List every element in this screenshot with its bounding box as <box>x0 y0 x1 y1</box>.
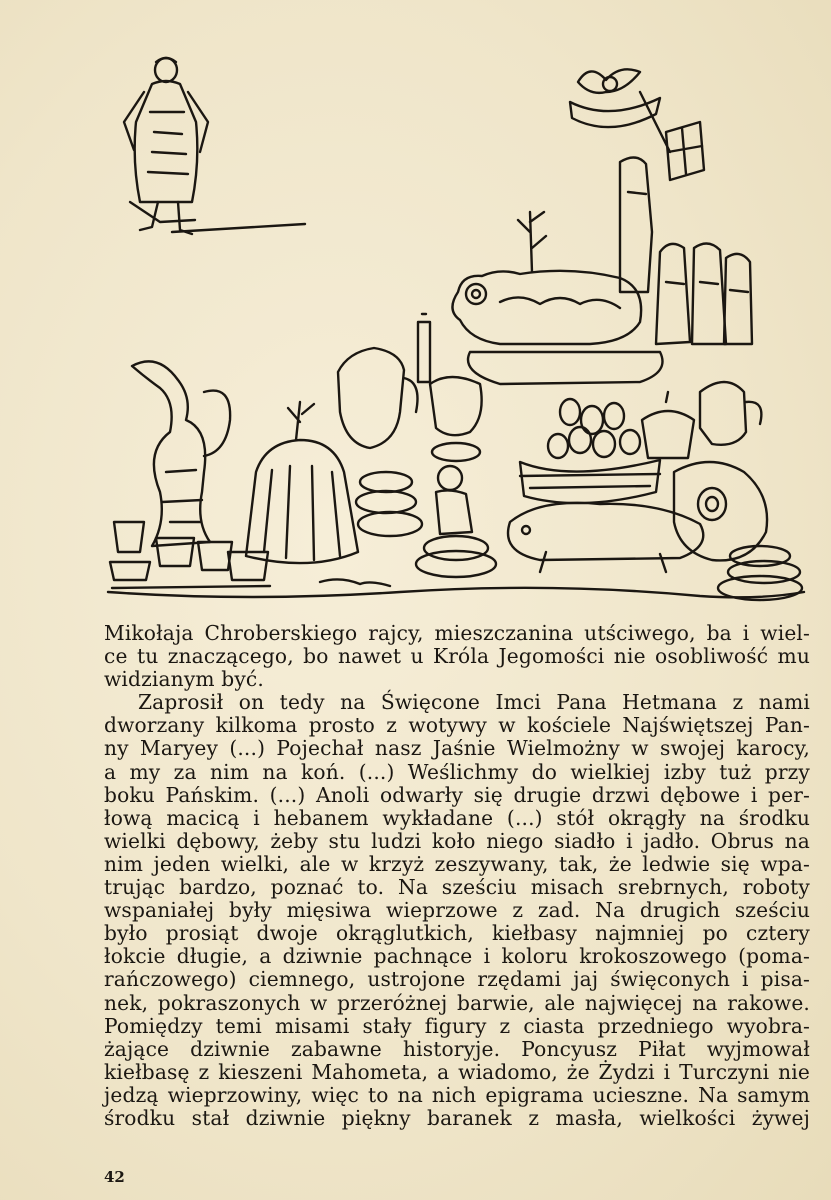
text-line: środku stał dziwnie piękny baranek z masła, wielkości żywej <box>104 1105 810 1130</box>
text-line: jedzą wieprzowiny, więc to na nich epigrama ucieszne. Na samym <box>104 1082 810 1107</box>
pastry-figure-icon <box>416 466 496 577</box>
text-line: a my za nim na koń. (...) Weślichmy do wielkiej izby tuż przy <box>104 759 810 784</box>
text-line: rańczowego) ciemnego, ustrojone rzędami jaj święconych i pisa- <box>104 967 810 992</box>
text-line: trując bardzo, poznać to. Na sześciu misach srebrnych, roboty <box>104 875 810 900</box>
butter-lamb-icon <box>452 212 662 384</box>
stacked-plates-icon <box>356 377 482 536</box>
text-line: Zaprosił on tedy na Święcone Imci Pana Hetmana z nami <box>138 690 810 715</box>
text-line: wielki dębowy, żeby stu ludzi koło niego siadło i jadło. Obrus na <box>104 828 810 853</box>
table-edge-icon <box>108 579 804 597</box>
text-line: żające dziwnie zabawne historyje. Poncyusz Piłat wyjmował <box>104 1036 810 1061</box>
text-line: nim jeden wielki, ale w krzyż zeszywany, tak, że ledwie się wpa- <box>104 851 810 876</box>
text-line: Mikołaja Chroberskiego rajcy, mieszczanina utściwego, ba i wiel- <box>104 621 810 645</box>
text-line: boku Pańskim. (...) Anoli odwarły się drugie drzwi dębowe i per- <box>104 782 810 807</box>
body-text <box>104 622 810 1130</box>
angel-banner-icon <box>570 69 704 180</box>
text-line: ce tu znaczącego, bo nawet u Króla Jegomości nie osobliwość mu <box>104 644 810 669</box>
text-line: było prosiąt dwoje okrąglutkich, kiełbasy najmniej po cztery <box>104 921 810 946</box>
feast-table-illustration-icon <box>100 52 820 612</box>
egg-basket-icon <box>520 399 660 503</box>
text-line: łokcie długie, a dziwnie pachnące i koloru krokoszowego (poma- <box>104 944 810 969</box>
text-line: nek, pokraszonych w przeróżnej barwie, ale najwięcej na rakowe. <box>104 990 810 1015</box>
nobleman-figure-icon <box>124 58 305 234</box>
pitcher-icon <box>338 314 430 448</box>
text-line: łową macicą i hebanem wykładane (...) stół okrągły na środku <box>104 805 810 830</box>
ewer-icon <box>132 361 230 546</box>
text-line: widzianym być. <box>104 667 264 692</box>
text-line: ny Maryey (...) Pojechał nasz Jaśnie Wielmożny w swojej karocy, <box>104 736 810 761</box>
goblet-lid-icon <box>642 382 761 458</box>
easter-cake-icon <box>246 402 358 563</box>
page-number: 42 <box>104 1168 125 1186</box>
text-line: wspaniałej były mięsiwa wieprzowe z zad. Na drugich sześciu <box>104 898 810 923</box>
text-line: dworzany kilkoma prosto z wotywy w kościele Najświętszej Pan- <box>104 713 810 738</box>
text-line: kiełbasę z kieszeni Mahometa, a wiadomo, że Żydzi i Turczyni nie <box>104 1059 810 1084</box>
sausage-coil-icon <box>718 546 802 600</box>
text-line: Pomiędzy temi misami stały figury z ciasta przedniego wyobra- <box>104 1013 810 1038</box>
